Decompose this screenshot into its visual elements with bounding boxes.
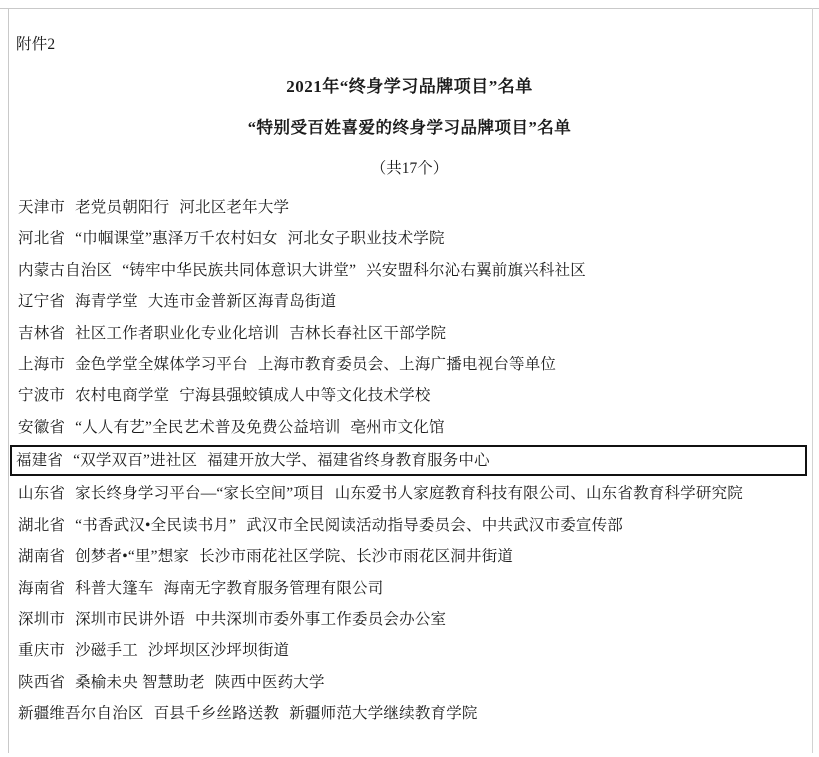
- entry-region: 陕西省: [18, 673, 66, 691]
- entry-project-name: “人人有艺”全民艺术普及免费公益培训: [75, 418, 341, 436]
- list-item: [16, 318, 803, 349]
- list-item: [16, 698, 803, 729]
- entry-project-name: 科普大篷车: [75, 579, 154, 597]
- entry-organization: 福建开放大学、福建省终身教育服务中心: [207, 452, 490, 469]
- entry-project-name: “铸牢中华民族共同体意识大讲堂”: [122, 261, 357, 279]
- list-item: [16, 412, 803, 443]
- entry-region: 辽宁省: [18, 293, 66, 311]
- entry-region: 深圳市: [18, 610, 66, 628]
- entry-organization: 大连市金普新区海青岛街道: [147, 293, 337, 311]
- entry-organization: 吉林长春社区干部学院: [289, 324, 447, 342]
- entry-region: 湖南省: [18, 548, 66, 566]
- list-item: [16, 510, 803, 541]
- entry-project-name: 百县千乡丝路送教: [153, 705, 280, 722]
- list-item: [16, 604, 803, 635]
- list-item: [16, 380, 803, 411]
- list-item: [16, 541, 803, 572]
- entry-region: 宁波市: [18, 387, 66, 405]
- entry-region: 安徽省: [18, 418, 66, 436]
- list-item: [10, 445, 807, 476]
- list-item: [16, 349, 803, 380]
- entry-region: 上海市: [18, 355, 66, 373]
- entry-region: 河北省: [18, 230, 66, 248]
- entry-organization: 海南无字教育服务管理有限公司: [163, 579, 384, 597]
- entry-project-name: “书香武汉•全民读书月”: [75, 516, 237, 534]
- document-content: [16, 16, 803, 757]
- entry-project-name: 海青学堂: [75, 293, 138, 311]
- entry-organization: 新疆师范大学继续教育学院: [289, 705, 478, 722]
- entry-region: 湖北省: [18, 516, 66, 534]
- entry-organization: 陕西中医药大学: [214, 673, 325, 691]
- entry-organization: 上海市教育委员会、上海广播电视台等单位: [257, 355, 557, 373]
- entry-region: 重庆市: [18, 642, 66, 660]
- list-item: [16, 478, 803, 509]
- entry-organization: 武汉市全民阅读活动指导委员会、中共武汉市委宣传部: [246, 516, 624, 534]
- entry-project-name: 农村电商学堂: [75, 387, 170, 405]
- entry-region: 吉林省: [18, 324, 66, 342]
- entry-region: 新疆维吾尔自治区: [18, 705, 144, 722]
- list-item: [16, 255, 803, 286]
- page-border-left: [8, 8, 9, 753]
- document-title-count: （共17个）: [370, 160, 449, 177]
- entry-project-name: 社区工作者职业化专业化培训: [75, 324, 280, 342]
- entry-organization: 山东爱书人家庭教育科技有限公司、山东省教育科学研究院: [334, 485, 743, 503]
- page-border-right: [812, 8, 813, 753]
- list-item: [16, 286, 803, 317]
- entry-project-name: “巾帼课堂”惠泽万千农村妇女: [75, 230, 278, 248]
- entry-organization: 河北区老年大学: [179, 199, 290, 216]
- entry-organization: 宁海县强蛟镇成人中等文化技术学校: [179, 387, 431, 405]
- entry-project-name: 家长终身学习平台—“家长空间”项目: [75, 485, 325, 503]
- document-title-main: 2021年“终身学习品牌项目”名单: [286, 77, 533, 96]
- entry-project-name: 创梦者•“里”想家: [75, 548, 190, 566]
- entry-region: 福建省: [16, 452, 64, 469]
- entry-organization: 中共深圳市委外事工作委员会办公室: [195, 610, 447, 628]
- entry-organization: 沙坪坝区沙坪坝街道: [147, 642, 290, 660]
- page-border-top: [0, 8, 819, 9]
- list-item: [16, 223, 803, 254]
- entry-project-name: 桑榆未央 智慧助老: [75, 673, 205, 691]
- entry-project-name: “双学双百”进社区: [73, 452, 198, 469]
- entry-organization: 兴安盟科尔沁右翼前旗兴科社区: [366, 261, 586, 279]
- entry-region: 内蒙古自治区: [18, 261, 113, 279]
- entry-organization: 亳州市文化馆: [350, 418, 445, 436]
- list-item: [16, 573, 803, 604]
- entry-project-name: 沙磁手工: [75, 642, 138, 660]
- entry-organization: 长沙市雨花社区学院、长沙市雨花区洞井街道: [199, 548, 514, 566]
- entry-project-name: 深圳市民讲外语: [75, 610, 186, 628]
- entry-region: 山东省: [18, 485, 66, 503]
- entry-organization: 河北女子职业技术学院: [287, 230, 445, 248]
- list-item: [16, 635, 803, 666]
- attachment-label: 附件2: [16, 36, 56, 53]
- document-title-sub: “特别受百姓喜爱的终身学习品牌项目”名单: [247, 118, 572, 137]
- list-item: [16, 192, 803, 223]
- entry-project-name: 老党员朝阳行: [75, 199, 170, 216]
- entry-region: 海南省: [18, 579, 66, 597]
- award-entry-list: [16, 192, 803, 729]
- list-item: [16, 667, 803, 698]
- entry-project-name: 金色学堂全媒体学习平台: [75, 355, 248, 373]
- entry-region: 天津市: [18, 199, 66, 216]
